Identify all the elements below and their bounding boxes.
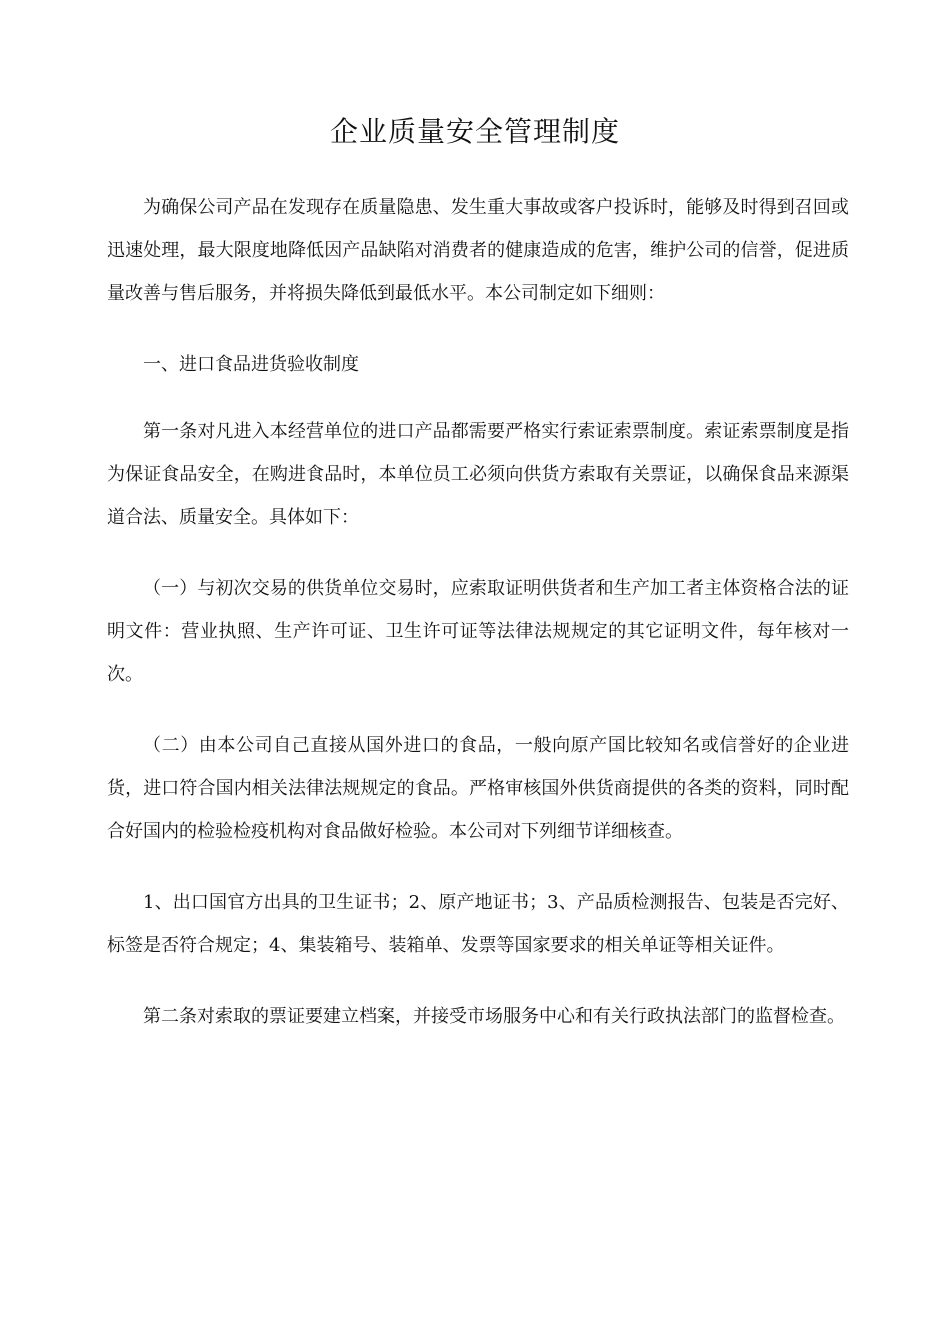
intro-paragraph: 为确保公司产品在发现存在质量隐患、发生重大事故或客户投诉时，能够及时得到召回或迅速处理，最大限度地降低因产品缺陷对消费者的健康造成的危害，维护公司的信誉，促进质量改善与售后服务，并将损失降低到最低水平。本公司制定如下细则：: [107, 197, 849, 304]
article-one-paragraph: 第一条对凡进入本经营单位的进口产品都需要严格实行索证索票制度。索证索票制度是指为保证食品安全，在购进食品时，本单位员工必须向供货方索取有关票证，以确保食品来源渠道合法、质量安全。具体如下：: [107, 421, 849, 528]
section-heading: 一、进口食品进货验收制度: [143, 354, 359, 375]
clause-one-paragraph: （一）与初次交易的供货单位交易时，应索取证明供货者和生产加工者主体资格合法的证明文件：营业执照、生产许可证、卫生许可证等法律法规规定的其它证明文件，每年核对一次。: [107, 578, 849, 685]
article-two-paragraph: 第二条对索取的票证要建立档案，并接受市场服务中心和有关行政执法部门的监督检查。: [143, 1006, 845, 1027]
clause-two-paragraph: （二）由本公司自己直接从国外进口的食品，一般向原产国比较知名或信誉好的企业进货，进口符合国内相关法律法规规定的食品。严格审核国外供货商提供的各类的资料，同时配合好国内的检验检疫机构对食品做好检验。本公司对下列细节详细核查。: [107, 735, 849, 842]
document-list-paragraph: 1、出口国官方出具的卫生证书；2、原产地证书；3、产品质检测报告、包装是否完好、标签是否符合规定；4、集装箱号、装箱单、发票等国家要求的相关单证等相关证件。: [107, 892, 849, 956]
document-title: 企业质量安全管理制度: [329, 115, 620, 148]
document-body: [107, 186, 849, 1066]
